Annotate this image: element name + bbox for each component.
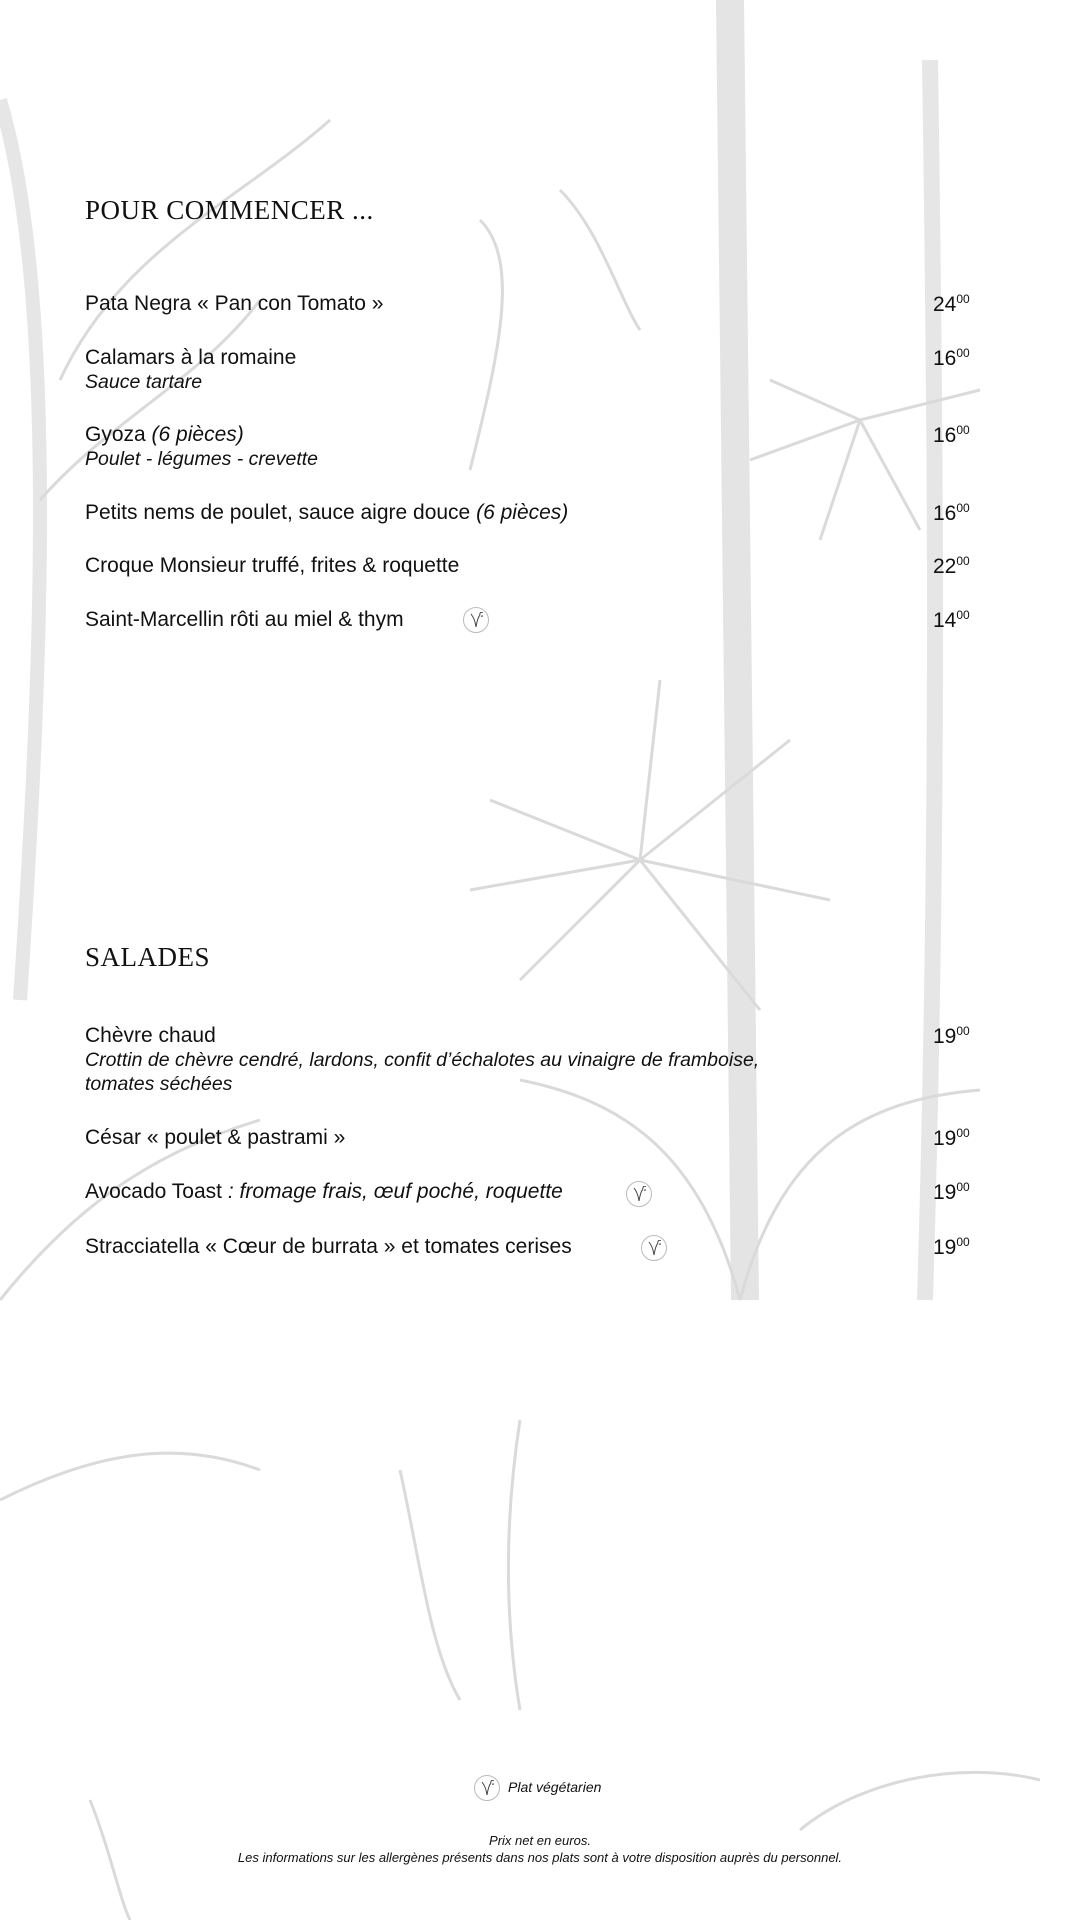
- item-name: Calamars à la romaine: [85, 346, 297, 369]
- footer-allergens-note: Les informations sur les allergènes présents dans nos plats sont à votre disposition auprès du personnel.: [237, 1850, 843, 1865]
- item-name: Avocado Toast: [85, 1180, 222, 1203]
- item-description-line2: tomates séchées: [85, 1073, 233, 1095]
- menu-item-pata-negra: [85, 292, 383, 316]
- item-price: [933, 608, 970, 633]
- price-euros: 19: [933, 1127, 957, 1150]
- vegetarian-sprout-icon: [626, 1181, 652, 1207]
- price-cents: 00: [956, 608, 970, 622]
- price-cents: 00: [956, 423, 970, 437]
- menu-item-avocado-toast: [85, 1180, 563, 1204]
- price-euros: 14: [933, 609, 957, 632]
- price-euros: 16: [933, 347, 957, 370]
- menu-item-saint-marcellin: [85, 608, 404, 632]
- legend-vegetarian-label: Plat végétarien: [508, 1779, 602, 1795]
- item-price: [933, 423, 970, 448]
- section-title-salades: SALADES: [85, 942, 211, 972]
- price-euros: 19: [933, 1236, 957, 1259]
- item-name: Stracciatella « Cœur de burrata » et tomates cerises: [85, 1235, 572, 1258]
- item-note: (6 pièces): [476, 501, 569, 524]
- footer-prices-note: Prix net en euros.: [489, 1833, 591, 1848]
- item-description: Crottin de chèvre cendré, lardons, confit d’échalotes au vinaigre de framboise,: [85, 1049, 760, 1071]
- price-euros: 24: [933, 293, 957, 316]
- price-cents: 00: [956, 1235, 970, 1249]
- price-cents: 00: [956, 554, 970, 568]
- item-name: Pata Negra « Pan con Tomato »: [85, 292, 384, 315]
- menu-item-stracciatella: [85, 1235, 572, 1259]
- item-price: [933, 1024, 970, 1049]
- item-price: [933, 554, 970, 579]
- item-name: Chèvre chaud: [85, 1024, 216, 1047]
- price-cents: 00: [956, 1126, 970, 1140]
- item-price: [933, 1126, 970, 1151]
- menu-item-gyoza: [85, 423, 318, 471]
- item-note: (6 pièces): [151, 423, 244, 446]
- item-name: Croque Monsieur truffé, frites & roquette: [85, 554, 460, 577]
- item-description: Sauce tartare: [85, 371, 203, 393]
- price-euros: 16: [933, 502, 957, 525]
- price-cents: 00: [956, 346, 970, 360]
- menu-item-croque-monsieur: [85, 554, 459, 578]
- menu-item-chevre-chaud: [85, 1024, 759, 1096]
- price-cents: 00: [956, 501, 970, 515]
- item-price: [933, 346, 970, 371]
- menu-item-calamars: [85, 346, 296, 394]
- price-euros: 19: [933, 1181, 957, 1204]
- vegetarian-sprout-icon: [463, 607, 489, 633]
- menu-item-nems: [85, 501, 568, 525]
- item-price: [933, 1235, 970, 1260]
- item-price: [933, 501, 970, 526]
- item-price: [933, 1180, 970, 1205]
- vegetarian-sprout-icon: [641, 1235, 667, 1261]
- item-price: [933, 292, 970, 317]
- price-cents: 00: [956, 1180, 970, 1194]
- price-cents: 00: [956, 1024, 970, 1038]
- item-name: Saint-Marcellin rôti au miel & thym: [85, 608, 404, 631]
- price-cents: 00: [956, 292, 970, 306]
- price-euros: 19: [933, 1025, 957, 1048]
- menu-item-cesar: [85, 1126, 345, 1150]
- item-name: Petits nems de poulet, sauce aigre douce: [85, 501, 471, 524]
- item-note: : fromage frais, œuf poché, roquette: [227, 1180, 563, 1203]
- section-title-pour-commencer: POUR COMMENCER ...: [85, 195, 374, 225]
- item-name: César « poulet & pastrami »: [85, 1126, 346, 1149]
- item-description: Poulet - légumes - crevette: [85, 448, 319, 470]
- price-euros: 16: [933, 424, 957, 447]
- item-name: Gyoza: [85, 423, 146, 446]
- vegetarian-sprout-icon: [474, 1775, 500, 1801]
- price-euros: 22: [933, 555, 957, 578]
